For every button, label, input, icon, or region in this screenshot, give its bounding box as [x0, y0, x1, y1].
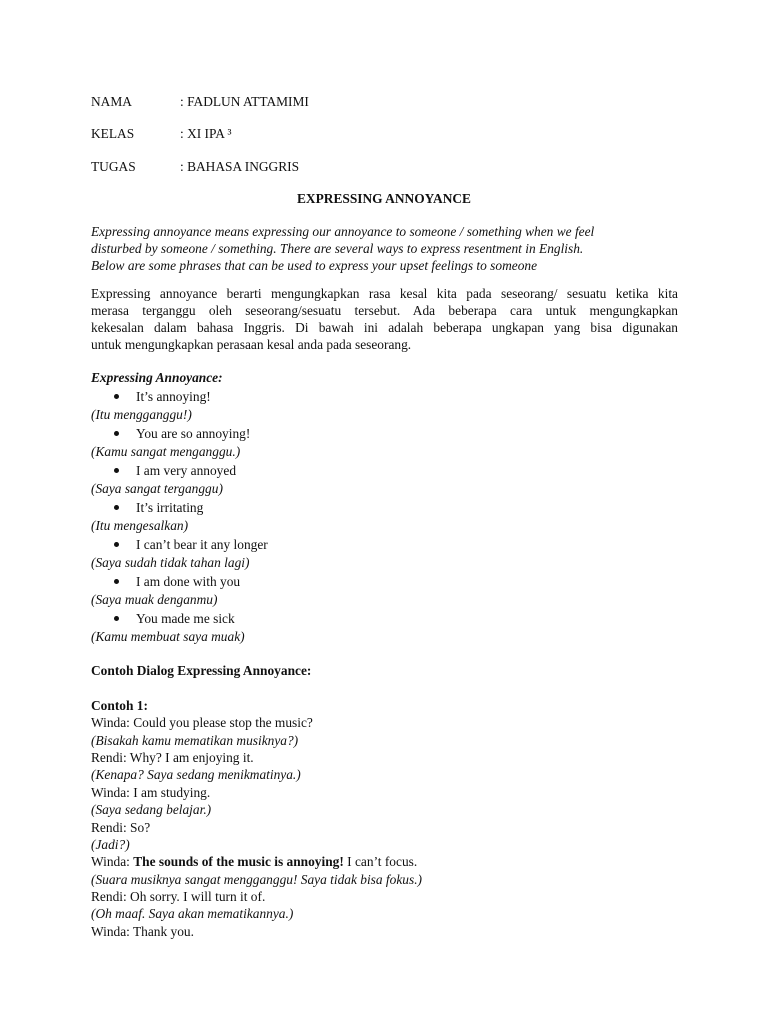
document-title: EXPRESSING ANNOYANCE [297, 191, 471, 206]
phrase-translation: (Kamu membuat saya muak) [91, 629, 245, 644]
dialog-line [91, 853, 691, 870]
paragraph-english-line: disturbed by someone / something. There are several ways to express resentment in English. [91, 241, 584, 256]
paragraph-indonesian-line: Expressing annoyance berarti mengungkapkan rasa kesal kita pada seseorang/ sesuatu ketika kita [91, 286, 678, 301]
phrase-translation: (Saya sangat terganggu) [91, 481, 223, 496]
phrases-list [91, 369, 691, 647]
list-item [91, 573, 691, 592]
list-item [91, 462, 691, 481]
phrase-translation: (Itu mengesalkan) [91, 518, 189, 533]
dialog-line: Rendi: Why? I am enjoying it. [91, 749, 254, 765]
dialog-translation: (Jadi?) [91, 836, 130, 852]
bullet-icon [114, 542, 119, 547]
dialog-section [91, 662, 691, 940]
field-label-nama: NAMA [91, 94, 132, 109]
bullet-icon [114, 468, 119, 473]
list-item [91, 499, 691, 518]
phrase-translation: (Kamu sangat menganggu.) [91, 444, 241, 459]
list-item [91, 388, 691, 407]
field-value-tugas: : BAHASA INGGRIS [180, 159, 300, 174]
phrases-heading: Expressing Annoyance: [91, 370, 223, 385]
field-value-kelas: : XI IPA ³ [180, 126, 232, 141]
list-item [91, 425, 691, 444]
phrase-translation: (Saya sudah tidak tahan lagi) [91, 555, 250, 570]
paragraph-english [91, 223, 678, 274]
dialog-translation: (Suara musiknya sangat mengganggu! Saya tidak bisa fokus.) [91, 871, 423, 887]
dialog-line: Rendi: So? [91, 819, 151, 835]
phrase-english: I can’t bear it any longer [136, 536, 268, 552]
phrase-english: I am done with you [136, 573, 241, 589]
dialog-speaker: Winda: [91, 854, 134, 870]
dialog-translation: (Kenapa? Saya sedang menikmatinya.) [91, 767, 301, 783]
bullet-icon [114, 579, 119, 584]
field-value-nama: : FADLUN ATTAMIMI [180, 94, 309, 109]
list-item [91, 536, 691, 555]
phrase-translation: (Saya muak denganmu) [91, 592, 218, 607]
paragraph-indonesian-line: untuk mengungkapkan perasaan kesal anda pada seseorang. [91, 337, 412, 352]
bullet-icon [114, 505, 119, 510]
dialog-line: Winda: Thank you. [91, 923, 194, 939]
phrase-english: I am very annoyed [136, 462, 237, 478]
bullet-icon [114, 431, 119, 436]
dialog-heading: Contoh Dialog Expressing Annoyance: [91, 663, 312, 678]
phrase-english: You are so annoying! [136, 425, 251, 441]
dialog-suffix: I can’t focus. [343, 854, 418, 870]
dialog-line: Winda: Could you please stop the music? [91, 715, 313, 731]
paragraph-indonesian-line: kekesalan dalam bahasa Inggris. Di bawah ini adalah beberapa ungkapan yang bisa digunakan [91, 320, 678, 335]
phrase-translation: (Itu mengganggu!) [91, 407, 192, 422]
field-label-tugas: TUGAS [91, 159, 136, 174]
field-label-kelas: KELAS [91, 126, 135, 141]
bullet-icon [114, 616, 119, 621]
list-item [91, 610, 691, 629]
spacer [91, 679, 691, 696]
dialog-translation: (Bisakah kamu mematikan musiknya?) [91, 732, 299, 748]
dialog-translation: (Saya sedang belajar.) [91, 802, 212, 818]
paragraph-indonesian-line: merasa terganggu oleh seseorang/sesuatu tersebut. Ada beberapa cara untuk mengungkapkan [91, 303, 678, 318]
dialog-line: Winda: I am studying. [91, 784, 211, 800]
phrase-english: It’s irritating [136, 499, 204, 515]
phrase-english: You made me sick [136, 610, 235, 626]
phrase-english: It’s annoying! [136, 388, 211, 404]
example-heading: Contoh 1: [91, 697, 148, 713]
paragraph-english-line: Below are some phrases that can be used to express your upset feelings to someone [91, 258, 538, 273]
dialog-emphasis: The sounds of the music is annoying! [133, 854, 344, 870]
paragraph-indonesian [91, 285, 678, 353]
dialog-line: Rendi: Oh sorry. I will turn it of. [91, 889, 266, 905]
dialog-translation: (Oh maaf. Saya akan mematikannya.) [91, 906, 294, 922]
paragraph-english-line: Expressing annoyance means expressing our annoyance to someone / something when we feel [91, 224, 595, 239]
bullet-icon [114, 394, 119, 399]
